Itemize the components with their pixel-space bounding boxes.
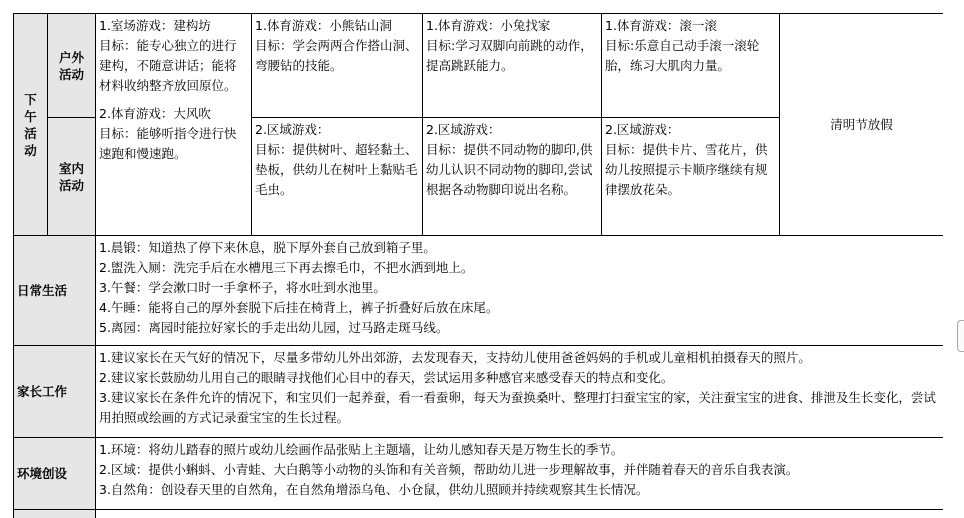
outdoor-activity-label: 户外活动 (48, 14, 96, 118)
weekly-plan-table (13, 13, 943, 518)
environment-item: 3.自然角：创设春天里的自然角，在自然角增添乌龟、小仓鼠，供幼儿照顾并持续观察其生长情况。 (99, 482, 649, 497)
wednesday-outdoor-title: 1.体育游戏：小兔找家 (426, 18, 551, 33)
wednesday-outdoor-cell (423, 14, 602, 118)
thursday-outdoor-title: 1.体育游戏：滚一滚 (605, 18, 717, 33)
parent-work-row (14, 346, 944, 438)
wednesday-indoor-goal: 目标：提供不同动物的脚印,供幼儿认识不同动物的脚印,尝试根据各动物脚印说出名称。 (426, 142, 593, 197)
scroll-handle[interactable] (957, 320, 964, 352)
daily-life-row (14, 236, 944, 346)
monday-outdoor-title: 1.室场游戏：建构坊 (99, 18, 211, 33)
weekly-plan-sheet (13, 13, 943, 518)
tuesday-indoor-cell (252, 118, 423, 236)
environment-row (14, 438, 944, 510)
monday-outdoor-goal: 目标：能专心独立的进行建构，不随意讲话；能将材料收纳整齐放回原位。 (99, 38, 237, 93)
thursday-indoor-goal: 目标：提供卡片、雪花片，供幼儿按照提示卡顺序继续有规律摆放花朵。 (605, 142, 768, 197)
daily-life-item: 2.盥洗入厕：洗完手后在水槽甩三下再去擦毛巾，不把水洒到地上。 (99, 260, 474, 275)
monday-afternoon-cell (96, 14, 252, 236)
daily-life-item: 4.午睡：能将自己的厚外套脱下后挂在椅背上，裤子折叠好后放在床尾。 (99, 300, 499, 315)
wednesday-indoor-title: 2.区域游戏： (426, 122, 501, 137)
afternoon-section-label: 下午活动 (14, 14, 48, 236)
parent-work-label: 家长工作 (14, 346, 96, 438)
parent-work-content (96, 346, 944, 438)
indoor-activity-label: 室内活动 (48, 118, 96, 236)
daily-life-content (96, 236, 944, 346)
thursday-indoor-cell (602, 118, 780, 236)
monday-indoor-title: 2.体育游戏：大风吹 (99, 106, 211, 121)
tuesday-indoor-title: 2.区域游戏： (255, 122, 330, 137)
parent-work-item: 1.建议家长在天气好的情况下，尽量多带幼儿外出郊游，去发现春天，支持幼儿使用爸爸妈妈的手机或儿童相机拍摄春天的照片。 (99, 350, 811, 365)
daily-life-item: 1.晨锻：知道热了停下来休息，脱下厚外套自己放到箱子里。 (99, 240, 436, 255)
daily-life-label: 日常生活 (14, 236, 96, 346)
tuesday-outdoor-cell (252, 14, 423, 118)
next-row-partial (14, 510, 944, 518)
environment-item: 2.区域：提供小蝌蚪、小青蛙、大白鹅等小动物的头饰和有关音频，帮助幼儿进一步理解故事，并伴随着春天的音乐自我表演。 (99, 462, 799, 477)
tuesday-indoor-goal: 目标：提供树叶、超轻黏土、垫板，供幼儿在树叶上黏贴毛毛虫。 (255, 142, 418, 197)
thursday-indoor-title: 2.区域游戏： (605, 122, 680, 137)
daily-life-item: 3.午餐：学会漱口时一手拿杯子，将水吐到水池里。 (99, 280, 386, 295)
parent-work-item: 2.建议家长鼓励幼儿用自己的眼睛寻找他们心目中的春天，尝试运用多种感官来感受春天的特点和变化。 (99, 370, 674, 385)
daily-life-item: 5.离园：离园时能拉好家长的手走出幼儿园，过马路走斑马线。 (99, 320, 449, 335)
environment-label: 环境创设 (14, 438, 96, 510)
thursday-outdoor-goal: 目标:乐意自己动手滚一滚轮胎，练习大肌肉力量。 (605, 38, 760, 73)
friday-holiday-cell: 清明节放假 (780, 14, 944, 236)
thursday-outdoor-cell (602, 14, 780, 118)
wednesday-outdoor-goal: 目标:学习双脚向前跳的动作，提高跳跃能力。 (426, 38, 593, 73)
tuesday-outdoor-title: 1.体育游戏：小熊钻山洞 (255, 18, 392, 33)
parent-work-item: 3.建议家长在条件允许的情况下，和宝贝们一起养蚕，看一看蚕卵，每天为蚕换桑叶、整理打扫蚕宝宝的家，关注蚕宝宝的进食、排泄及生长变化，尝试用拍照或绘画的方式记录蚕宝宝的生长过程。 (99, 390, 936, 425)
tuesday-outdoor-goal: 目标：学会两两合作搭山洞、弯腰钻的技能。 (255, 38, 418, 73)
monday-indoor-goal: 目标：能够听指令进行快速跑和慢速跑。 (99, 126, 237, 161)
environment-item: 1.环境：将幼儿踏春的照片或幼儿绘画作品张贴上主题墙，让幼儿感知春天是万物生长的季节。 (99, 442, 624, 457)
environment-content (96, 438, 944, 510)
wednesday-indoor-cell (423, 118, 602, 236)
afternoon-outdoor-row (14, 14, 944, 118)
